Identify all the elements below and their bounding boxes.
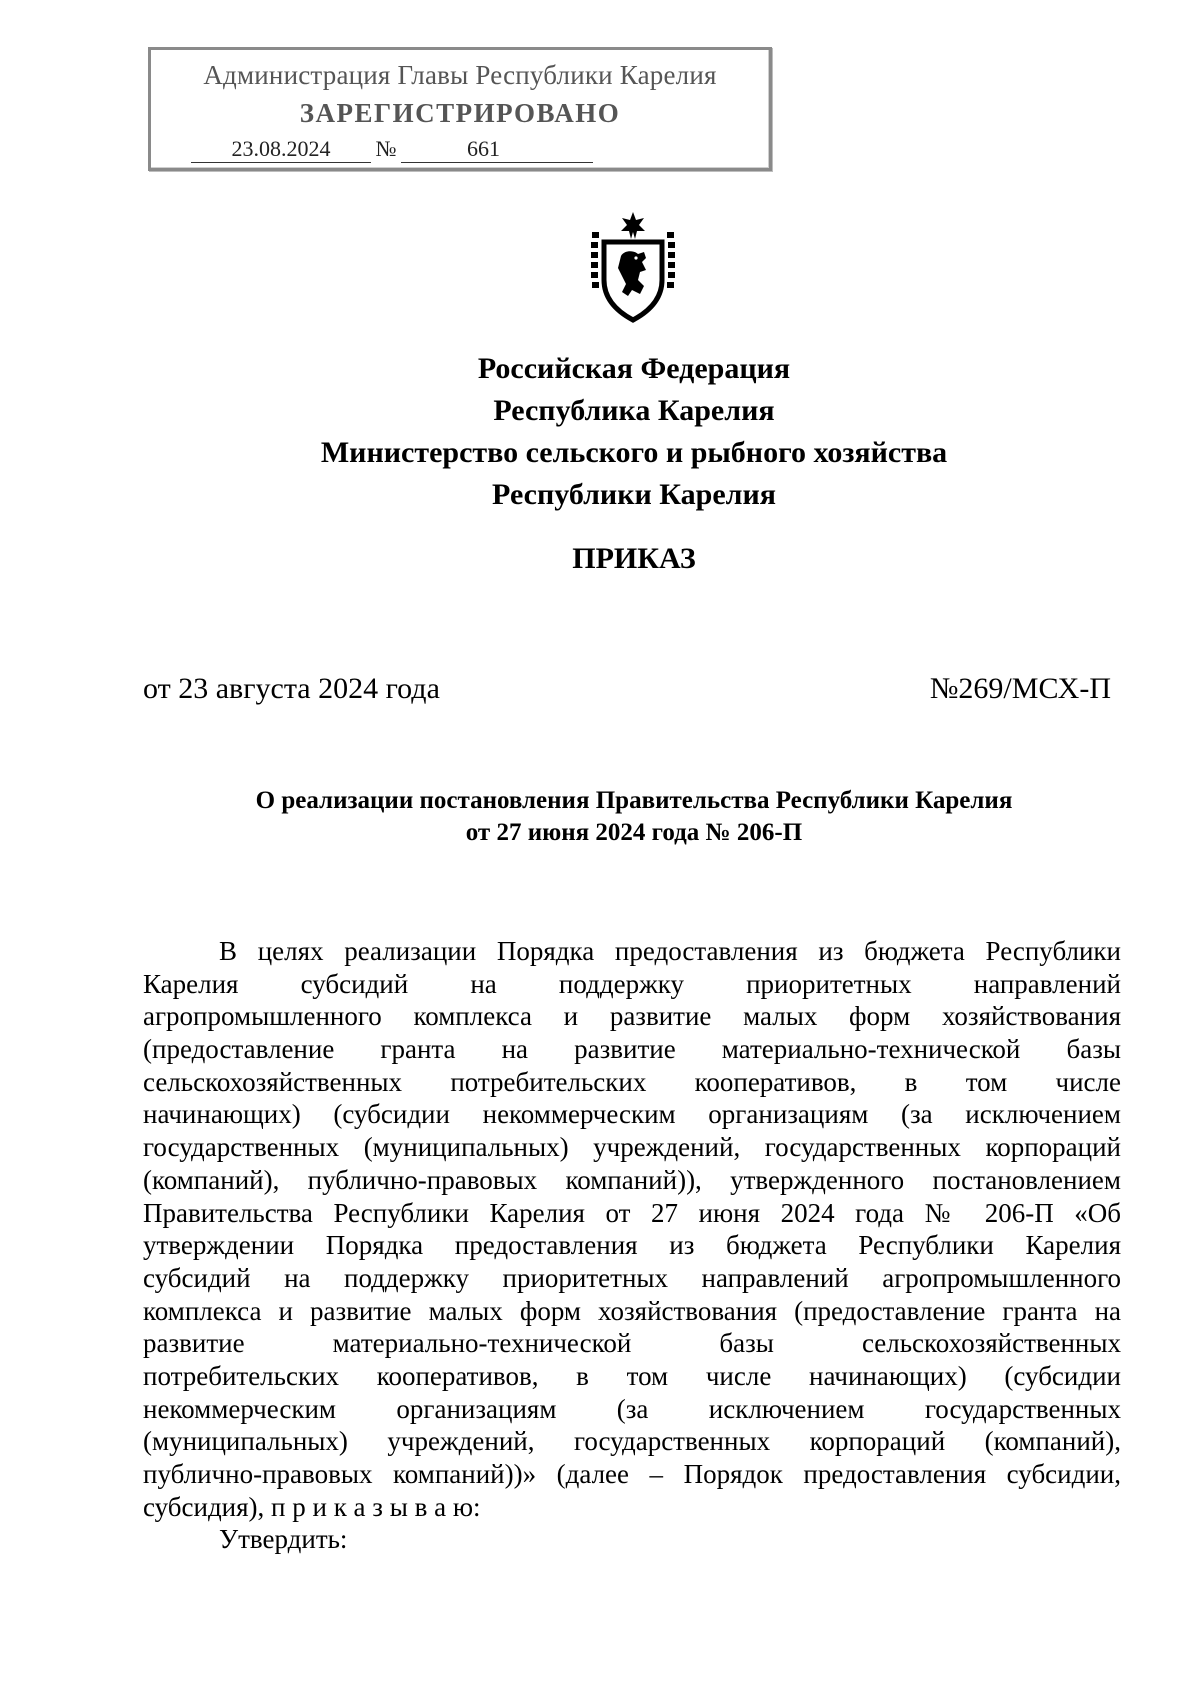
body-line: (предоставление гранта на развитие материально-технической базы	[143, 1034, 1121, 1065]
approve-label: Утвердить:	[219, 1524, 348, 1555]
body-line: некоммерческим организациям (за исключением государственных	[143, 1393, 1121, 1424]
order-number: №269/МСХ-П	[929, 672, 1111, 705]
header-ministry-republic: Республики Карелия	[492, 478, 776, 511]
body-line: комплекса и развитие малых форм хозяйствования (предоставление гранта на	[143, 1295, 1121, 1326]
body-line: Карелия субсидий на поддержку приоритетных направлений	[143, 968, 1121, 999]
body-line: субсидий на поддержку приоритетных направлений агропромышленного	[143, 1262, 1121, 1293]
body-line: (муниципальных) учреждений, государственных корпораций (компаний),	[143, 1426, 1121, 1457]
body-line: публично-правовых компаний))» (далее – Порядок предоставления субсидии,	[143, 1459, 1121, 1489]
header-ministry: Министерство сельского и рыбного хозяйства	[320, 436, 948, 469]
header-country: Российская Федерация	[477, 352, 791, 385]
order-subject	[0, 785, 1200, 849]
body-line: утверждении Порядка предоставления из бюджета Республики Карелия	[143, 1230, 1121, 1261]
subject-line-1: О реализации постановления Правительства Республики Карелия	[255, 787, 1013, 814]
stamp-number-label: №	[375, 136, 397, 161]
stamp-number: 661	[401, 136, 593, 163]
order-body	[143, 935, 1121, 1556]
document-type-title: ПРИКАЗ	[572, 542, 696, 575]
body-line: (компаний), публично-правовых компаний)), утвержденного постановлением	[143, 1164, 1121, 1195]
body-line: государственных (муниципальных) учреждений, государственных корпораций	[143, 1132, 1121, 1163]
header-republic: Республика Карелия	[493, 394, 775, 427]
authority-header	[0, 348, 1200, 516]
stamp-organization: Администрация Главы Республики Карелия	[203, 60, 717, 90]
body-line: сельскохозяйственных потребительских кооперативов, в том числе	[143, 1066, 1121, 1097]
stamp-registered-label: ЗАРЕГИСТРИРОВАНО	[299, 98, 621, 128]
body-line: развитие материально-технической базы сельскохозяйственных	[143, 1328, 1121, 1359]
stamp-date: 23.08.2024	[191, 136, 371, 163]
body-line: агропромышленного комплекса и развитие малых форм хозяйствования	[143, 1001, 1121, 1032]
body-line: потребительских кооперативов, в том числе начинающих) (субсидии	[143, 1360, 1121, 1391]
body-line: субсидия), п р и к а з ы в а ю:	[143, 1491, 481, 1522]
order-date: от 23 августа 2024 года	[143, 672, 440, 705]
subject-line-2: от 27 июня 2024 года № 206-П	[465, 819, 803, 846]
body-line: Правительства Республики Карелия от 27 июня 2024 года № 206-П «Об	[143, 1197, 1121, 1228]
registration-stamp	[148, 47, 772, 171]
body-line: В целях реализации Порядка предоставления из бюджета Республики	[219, 936, 1121, 966]
body-line: начинающих) (субсидии некоммерческим организациям (за исключением	[143, 1099, 1121, 1130]
karelia-coat-of-arms-icon	[588, 212, 678, 324]
